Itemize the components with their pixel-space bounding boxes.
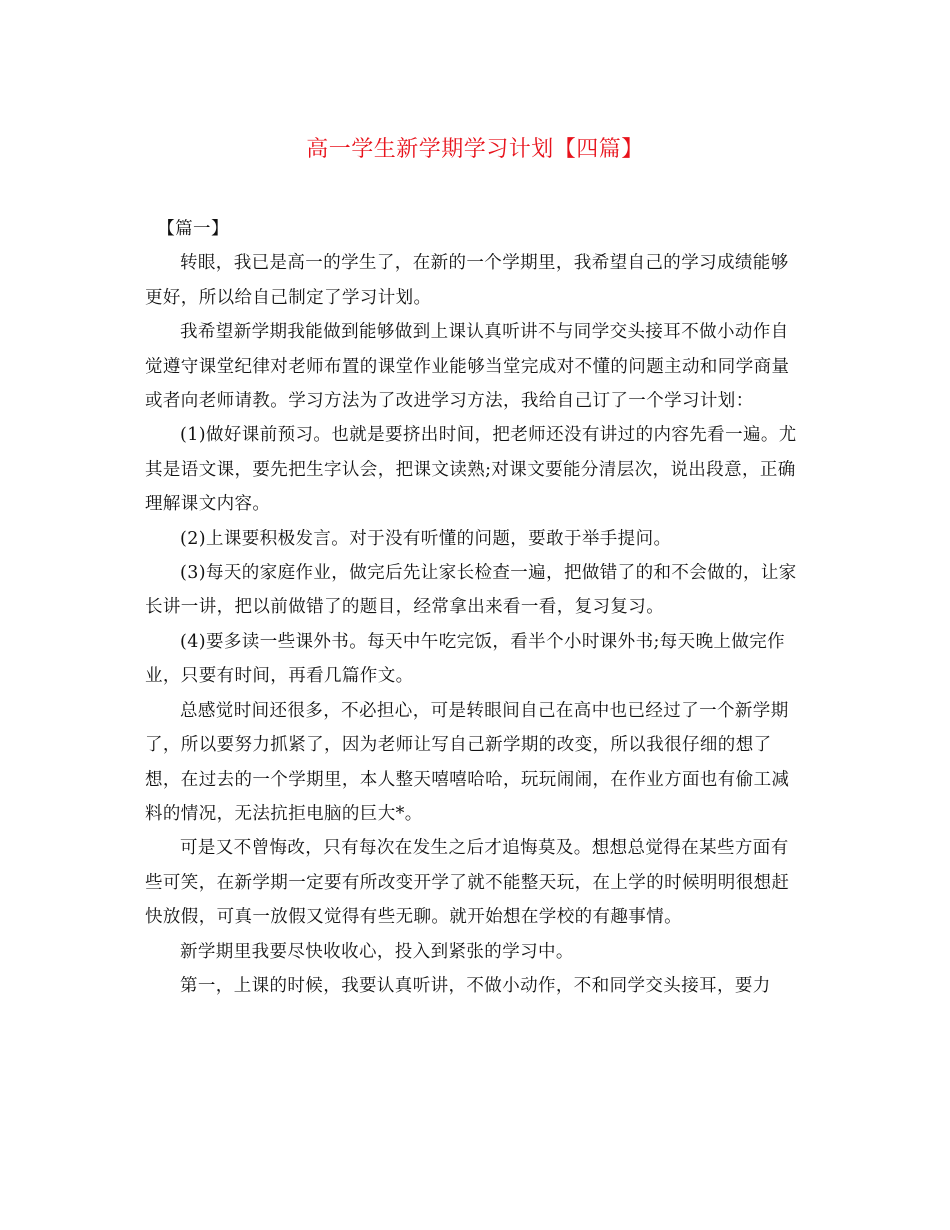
paragraph: (2)上课要积极发言。对于没有听懂的问题，要敢于举手提问。 (180, 528, 672, 549)
paragraph: 我希望新学期我能做到能够做到上课认真听讲不与同学交头接耳不做小动作自觉遵守课堂纪律对老师布置的课堂作业能够当堂完成对不懂的问题主动和同学商量或者向老师请教。学习方法为了改进学习方法，我给自己订了一个学习计划： (145, 322, 790, 412)
paragraph: 新学期里我要尽快收收心，投入到紧张的学习中。 (180, 941, 574, 962)
paragraph: (4)要多读一些课外书。每天中午吃完饭，看半个小时课外书;每天晚上做完作业，只要有时间，再看几篇作文。 (145, 631, 786, 687)
paragraph: 总感觉时间还很多，不必担心，可是转眼间自己在高中也已经过了一个新学期了，所以要努力抓紧了，因为老师让写自己新学期的改变，所以我很仔细的想了想，在过去的一个学期里，本人整天嘻嘻哈哈，玩玩闹闹，在作业方面也有偷工减料的情况，无法抗拒电脑的巨大*。 (145, 700, 790, 824)
paragraph: (1)做好课前预习。也就是要挤出时间，把老师还没有讲过的内容先看一遍。尤其是语文课，要先把生字认会，把课文读熟;对课文要能分清层次，说出段意，正确理解课文内容。 (145, 425, 797, 515)
section-heading: 【篇一】 (157, 219, 229, 239)
paragraph: 转眼，我已是高一的学生了，在新的一个学期里，我希望自己的学习成绩能够更好，所以给自己制定了学习计划。 (145, 253, 789, 308)
document-body (145, 212, 800, 1003)
document-title: 高一学生新学期学习计划【四篇】 (306, 137, 644, 162)
paragraph: 可是又不曾悔改，只有每次在发生之后才追悔莫及。想想总觉得在某些方面有些可笑，在新学期一定要有所改变开学了就不能整天玩，在上学的时候明明很想赶快放假，可真一放假又觉得有些无聊。就开始想在学校的有趣事情。 (145, 838, 790, 928)
paragraph: (3)每天的家庭作业，做完后先让家长检查一遍，把做错了的和不会做的，让家长讲一讲，把以前做错了的题目，经常拿出来看一看，复习复习。 (145, 563, 797, 618)
paragraph: 第一，上课的时候，我要认真听讲，不做小动作，不和同学交头接耳，要力 (180, 975, 771, 996)
